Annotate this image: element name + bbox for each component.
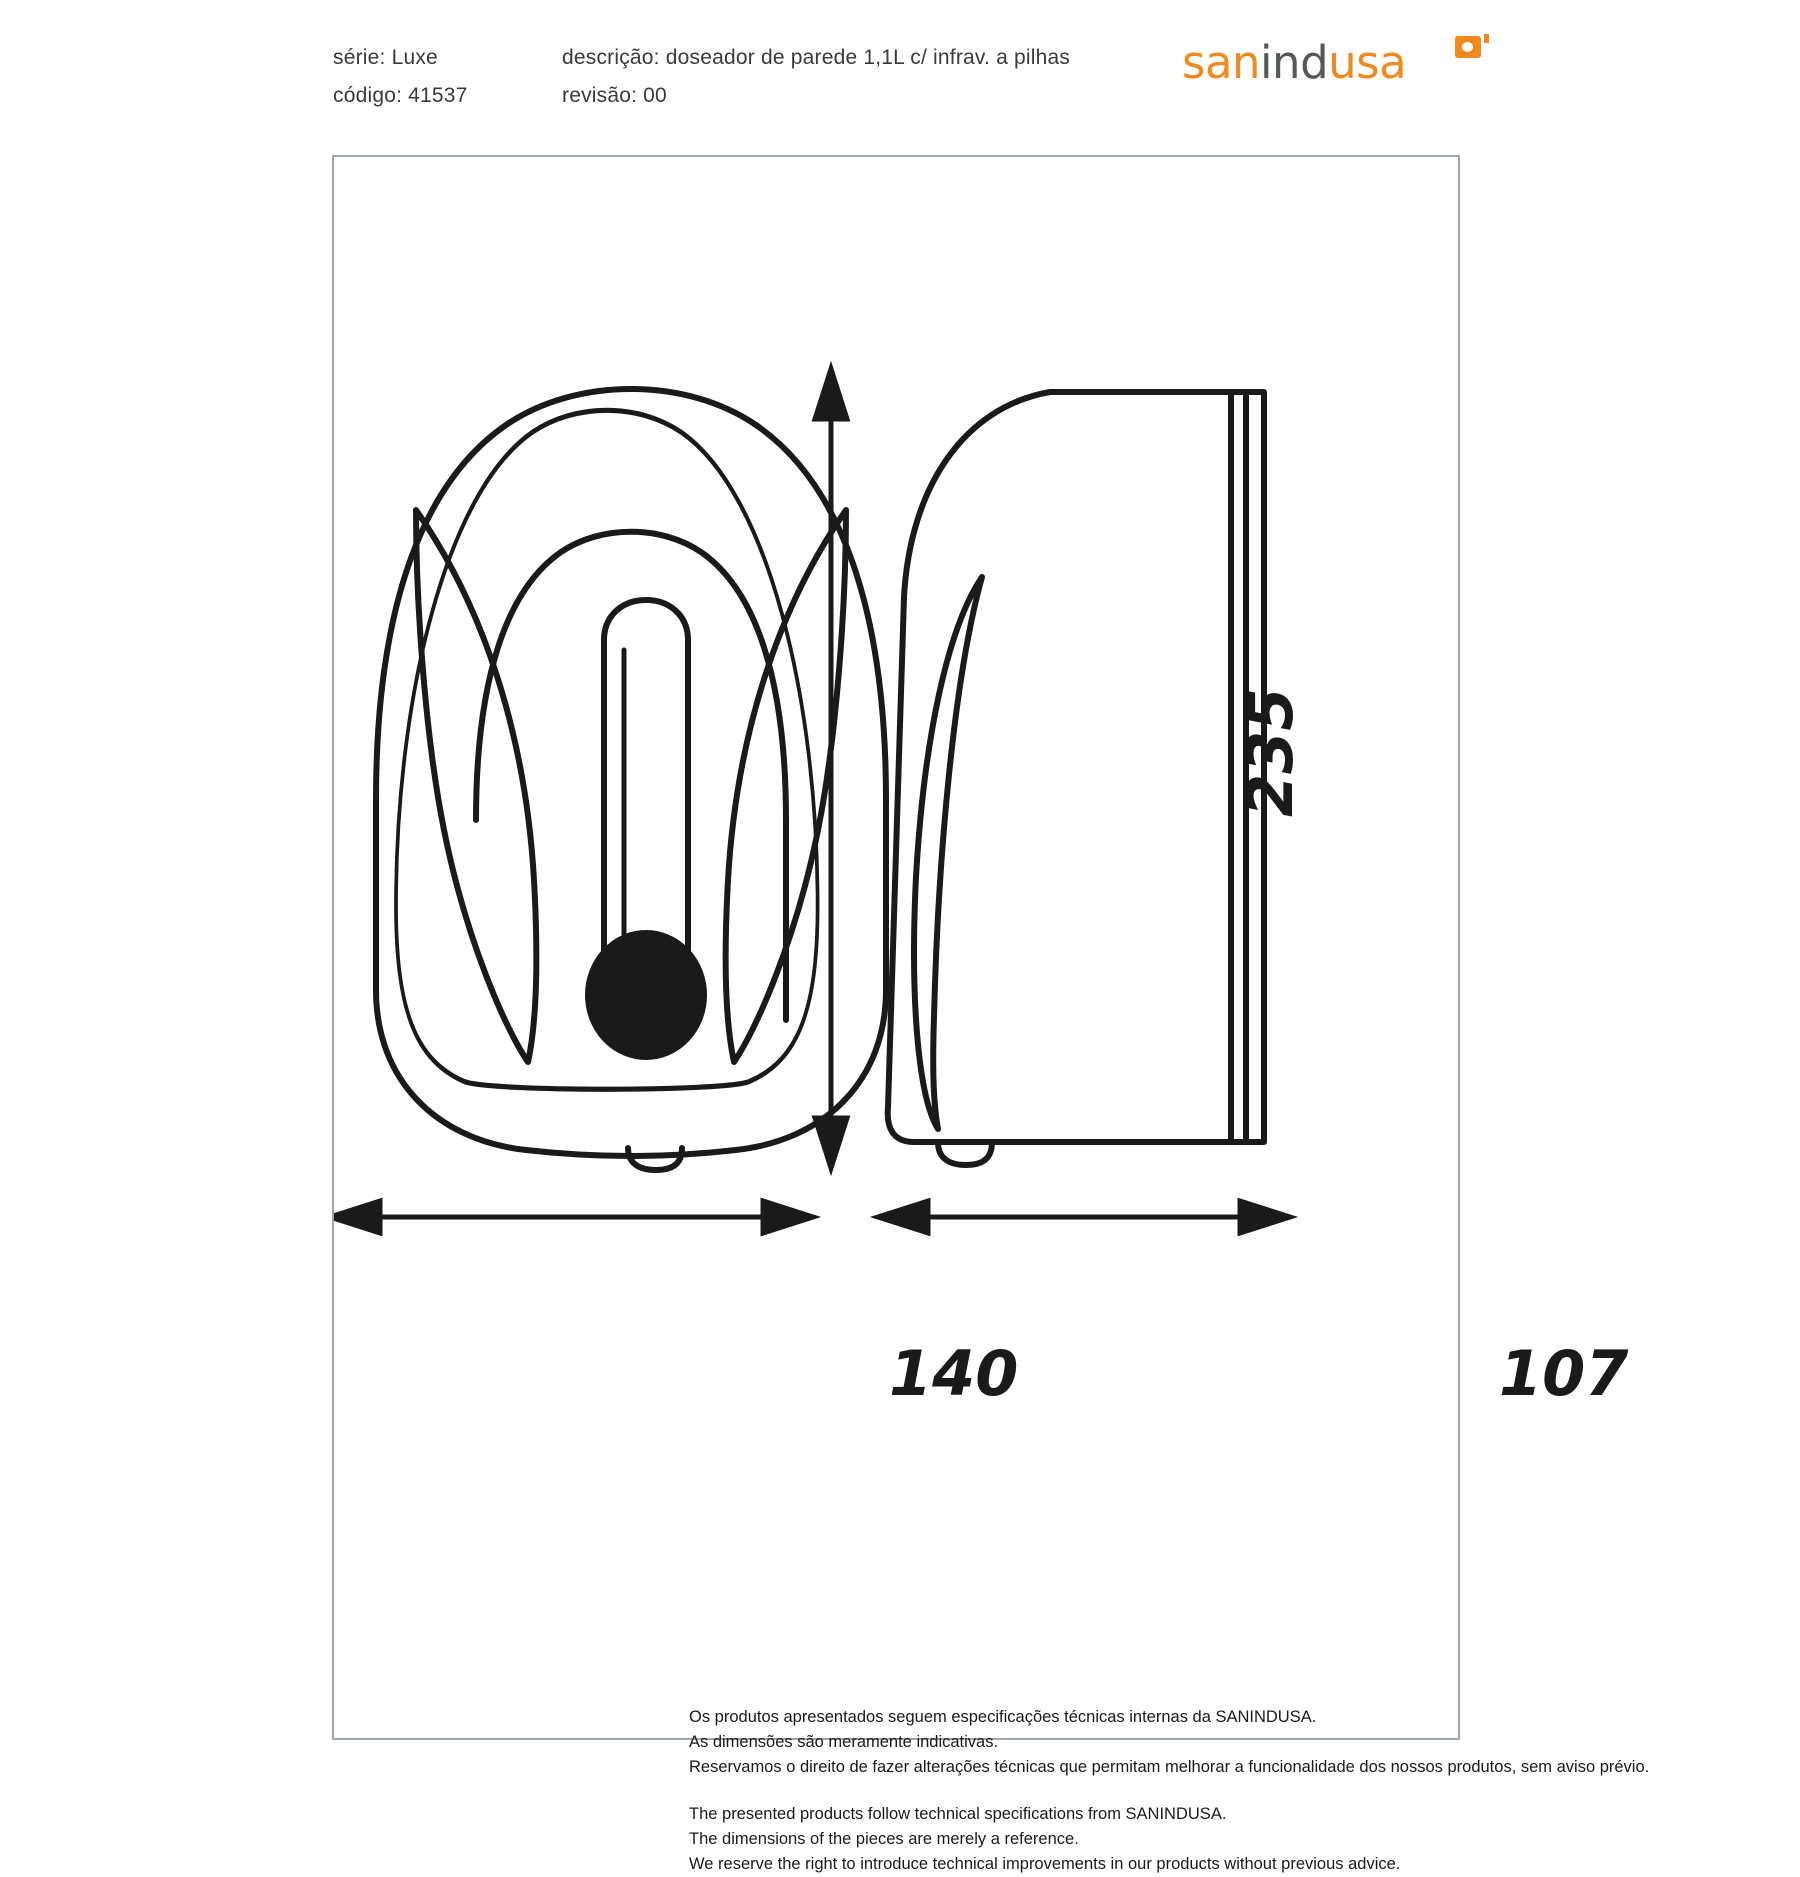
sanindusa-logo (1182, 36, 1406, 89)
technical-drawing (334, 157, 1462, 1742)
legal-notes (689, 1705, 1689, 1877)
side-view-outline (888, 392, 1264, 1165)
note-pt-line1: Os produtos apresentados seguem especificações técnicas internas da SANINDUSA. (689, 1708, 1317, 1726)
logo-text-part3: usa (1328, 36, 1407, 89)
dimension-depth-value: 107 (1499, 1337, 1629, 1410)
logo-droplet-icon (1455, 36, 1481, 58)
logo-tick-icon (1484, 34, 1489, 43)
code-label: código: 41537 (333, 84, 468, 107)
dimension-height-value: 235 (1234, 687, 1307, 817)
dimension-width-value: 140 (889, 1337, 1019, 1410)
logo-text-part1: san (1182, 36, 1261, 89)
note-en-line3: We reserve the right to introduce technical improvements in our products without previous advice. (689, 1855, 1401, 1873)
note-pt-line2: As dimensões são meramente indicativas. (689, 1733, 999, 1751)
drawing-header (0, 0, 1800, 140)
series-label: série: Luxe (333, 46, 438, 69)
revision-label: revisão: 00 (562, 84, 667, 107)
notes-spacer (689, 1780, 1689, 1802)
note-pt-line3: Reservamos o direito de fazer alterações técnicas que permitam melhorar a funcionalidade dos nossos produtos, sem aviso prévio. (689, 1758, 1650, 1776)
logo-text-part2: ind (1260, 36, 1329, 89)
note-en-line1: The presented products follow technical specifications from SANINDUSA. (689, 1805, 1227, 1823)
note-en-line2: The dimensions of the pieces are merely a reference. (689, 1830, 1079, 1848)
drawing-frame (332, 155, 1650, 1873)
description-label: descrição: doseador de parede 1,1L c/ infrav. a pilhas (562, 46, 1071, 69)
